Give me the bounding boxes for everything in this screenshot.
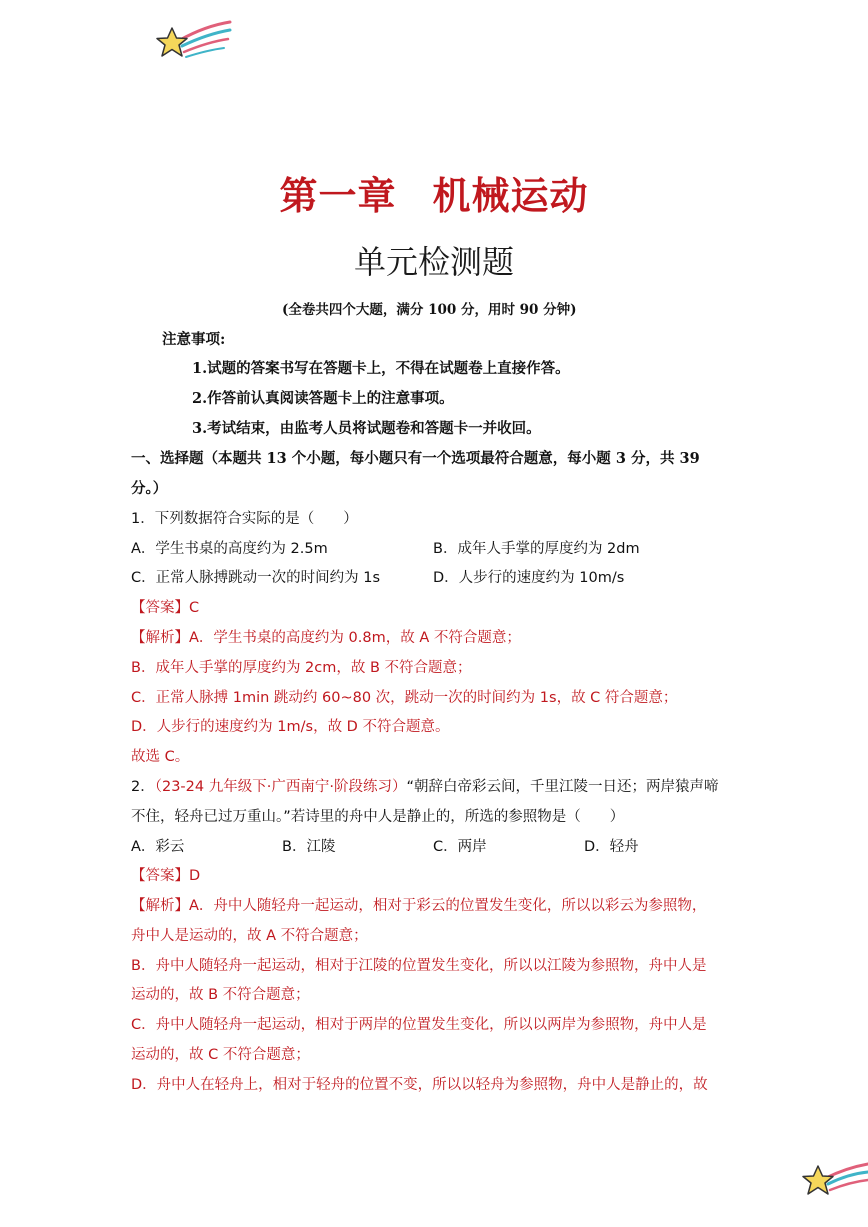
analysis-tag: 【解析】	[131, 898, 189, 914]
shooting-star-icon	[796, 1156, 868, 1202]
page-subtitle: 单元检测题	[353, 243, 514, 281]
section-heading: 一、选择题（本题共 13 个小题，每小题只有一个选项最符合题意，每小题 3 分，共 39	[131, 450, 700, 467]
shooting-star-icon	[150, 16, 232, 66]
notes-item: 1.试题的答案书写在答题卡上，不得在试题卷上直接作答。	[192, 360, 570, 377]
answer-line	[131, 598, 199, 618]
chapter-title	[0, 165, 868, 220]
analysis-tag: 【解析】	[131, 630, 189, 646]
question-number: 2．	[131, 779, 155, 795]
analysis-text: A．舟中人随轻舟一起运动，相对于彩云的位置发生变化，所以以彩云为参照物，	[189, 898, 707, 914]
question-stem: 1．下列数据符合实际的是（ ）	[131, 511, 358, 527]
answer-tag: 【答案】	[131, 868, 189, 884]
section-heading-cont: 分。）	[131, 480, 168, 497]
option-c: C．正常人脉搏跳动一次的时间约为 1s	[131, 570, 381, 586]
answer-value: D	[189, 868, 201, 884]
analysis-line: B．舟中人随轻舟一起运动，相对于江陵的位置发生变化，所以以江陵为参照物，舟中人是	[131, 958, 707, 974]
option-d: D．人步行的速度约为 10m/s	[433, 570, 625, 586]
exam-info: (全卷共四个大题，满分 100 分，用时 90 分钟)	[282, 302, 577, 318]
answer-value: C	[189, 600, 200, 616]
option-d: D．轻舟	[584, 839, 639, 855]
analysis-line	[131, 896, 706, 916]
analysis-line: D．舟中人在轻舟上，相对于轻舟的位置不变，所以以轻舟为参照物，舟中人是静止的，故	[131, 1077, 708, 1093]
notes-item: 2.作答前认真阅读答题卡上的注意事项。	[192, 390, 454, 407]
question-text: “朝辞白帝彩云间，千里江陵一日还；两岸猿声啼	[406, 779, 719, 795]
answer-tag: 【答案】	[131, 600, 189, 616]
option-c: C．两岸	[433, 839, 487, 855]
chapter-name: 机械运动	[432, 173, 589, 218]
option-b: B．成年人手掌的厚度约为 2dm	[433, 541, 640, 557]
notes-item: 3.考试结束，由监考人员将试题卷和答题卡一并收回。	[192, 420, 541, 437]
analysis-line: 运动的，故 C 不符合题意；	[131, 1047, 310, 1063]
option-a: A．彩云	[131, 839, 185, 855]
analysis-line: D．人步行的速度约为 1m/s，故 D 不符合题意。	[131, 719, 450, 735]
analysis-line	[131, 628, 521, 648]
chapter-number: 第一章	[279, 173, 397, 218]
answer-line	[131, 866, 200, 886]
analysis-line: C．正常人脉搏 1min 跳动约 60~80 次，跳动一次的时间约为 1s，故 C 符合题意；	[131, 690, 678, 706]
question-stem-cont: 不住，轻舟已过万重山。”若诗里的舟中人是静止的，所选的参照物是（ ）	[131, 809, 625, 825]
analysis-line: 舟中人是运动的，故 A 不符合题意；	[131, 928, 368, 944]
option-a: A．学生书桌的高度约为 2.5m	[131, 541, 328, 557]
analysis-line: 运动的，故 B 不符合题意；	[131, 987, 310, 1003]
conclusion-line: 故选 C。	[131, 749, 190, 765]
analysis-line: B．成年人手掌的厚度约为 2cm，故 B 不符合题意；	[131, 660, 472, 676]
analysis-line: C．舟中人随轻舟一起运动，相对于两岸的位置发生变化，所以以两岸为参照物，舟中人是	[131, 1017, 707, 1033]
question-source: （23-24 九年级下·广西南宁·阶段练习）	[154, 779, 407, 795]
option-b: B．江陵	[282, 839, 336, 855]
notes-title: 注意事项:	[162, 331, 226, 348]
question-stem	[131, 777, 718, 797]
analysis-text: A．学生书桌的高度约为 0.8m，故 A 不符合题意；	[189, 630, 521, 646]
